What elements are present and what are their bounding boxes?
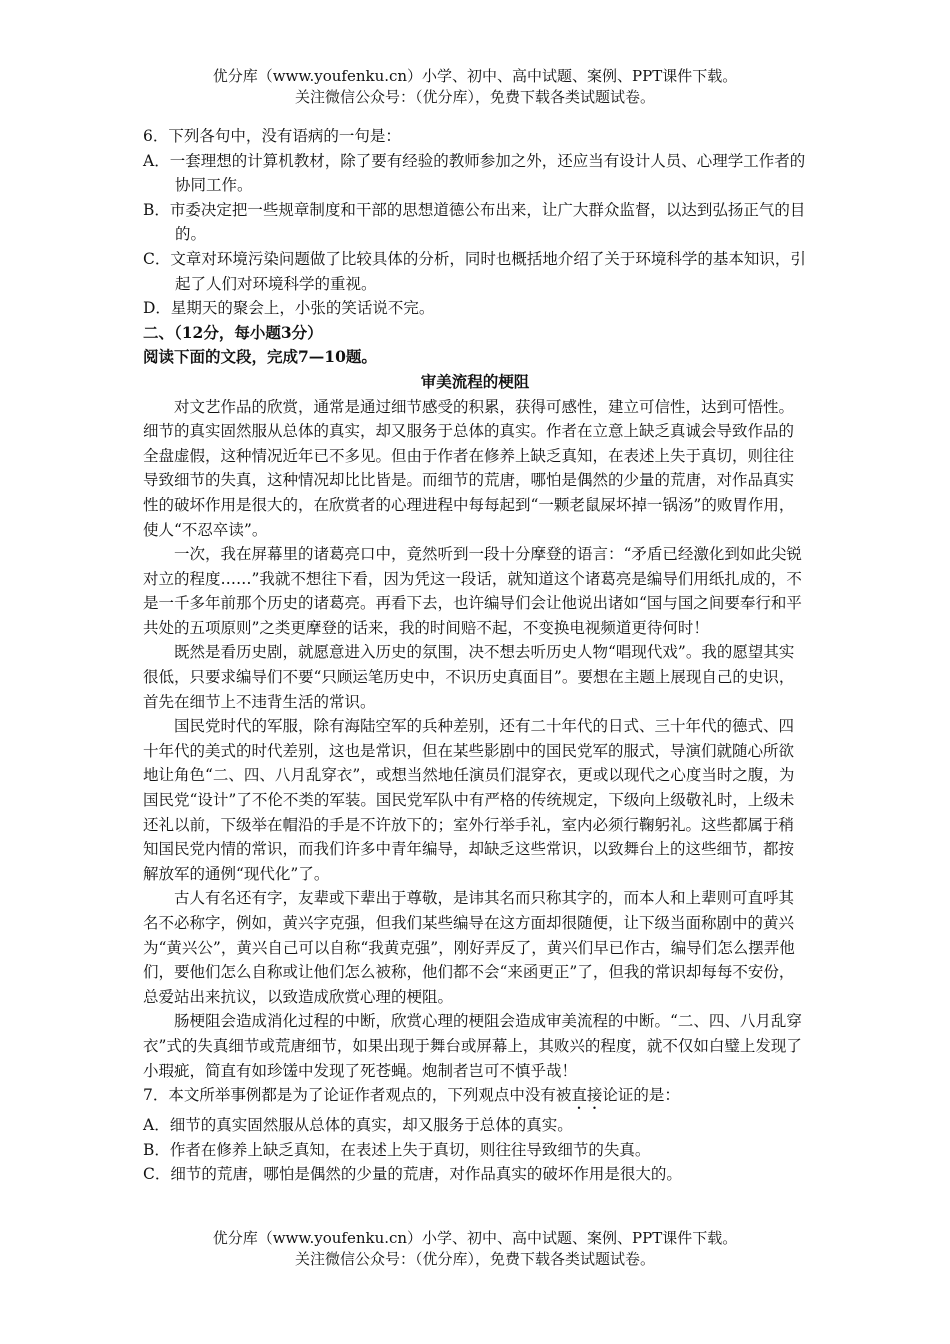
article-paragraph: 古人有名还有字，友辈或下辈出于尊敬，是讳其名而只称其字的，而本人和上辈则可直呼其名不必称字，例如，黄兴字克强，但我们某些编导在这方面却很随便，让下级当面称剧中的黄兴为“黄兴公”，黄兴自己可以自称“我黄克强”，刚好弄反了，黄兴们早已作古，编导们怎么摆弄他们，要他们怎么自称或让他们怎么被称，他们都不会“来函更正”了，但我的常识却每每不安份，总爱站出来抗议，以致造成欣赏心理的梗阻。 bbox=[143, 889, 795, 1006]
article bbox=[143, 370, 807, 1083]
article-paragraph: 国民党时代的军服，除有海陆空军的兵种差别，还有二十年代的日式、三十年代的德式、四十年代的美式的时代差别，这也是常识，但在某些影剧中的国民党军的服式，导演们就随心所欲地让角色“二、四、八月乱穿衣”，或想当然地任演员们混穿衣，更或以现代之心度当时之腹，为国民党“设计”了不伦不类的军装。国民党军队中有严格的传统规定，下级向上级敬礼时，上级未还礼以前，下级举在帽沿的手是不许放下的；室外行举手礼，室内必须行鞠躬礼。这些都属于稍知国民党内情的常识，而我们许多中青年编导，却缺乏这些常识，以致舞台上的这些细节，都按解放军的通例“现代化”了。 bbox=[143, 717, 795, 883]
question-6-option-b: B．市委决定把一些规章制度和干部的思想道德公布出来，让广大群众监督，以达到弘扬正气的目的。 bbox=[143, 200, 806, 244]
footer-line-1: 优分库（www.youfenku.cn）小学、初中、高中试题、案例、PPT课件下载。 bbox=[212, 1229, 738, 1247]
section-2-instruction: 阅读下面的文段，完成7—10题。 bbox=[143, 347, 377, 367]
question-6-stem: 6．下列各句中，没有语病的一句是： bbox=[143, 127, 401, 145]
article-paragraph: 肠梗阻会造成消化过程的中断，欣赏心理的梗阻会造成审美流程的中断。“二、四、八月乱穿衣”式的失真细节或荒唐细节，如果出现于舞台或屏幕上，其败兴的程度，就不仅如白璧上发现了小瑕疵，简直有如珍馐中发现了死苍蝇。炮制者岂可不慎乎哉！ bbox=[143, 1012, 802, 1080]
question-7-option-a: A．细节的真实固然服从总体的真实，却又服务于总体的真实。 bbox=[143, 1116, 573, 1135]
question-7-stem-after: 论证的是： bbox=[602, 1086, 680, 1105]
question-7 bbox=[143, 1083, 807, 1187]
question-7-option-b: B．作者在修养上缺乏真知，在表述上失于真切，则往往导致细节的失真。 bbox=[143, 1140, 651, 1159]
article-paragraph: 对文艺作品的欣赏，通常是通过细节感受的积累，获得可感性，建立可信性，达到可悟性。细节的真实固然服从总体的真实，却又服务于总体的真实。作者在立意上缺乏真诚会导致作品的全盘虚假，这种情况近年已不多见。但由于作者在修养上缺乏真知，在表述上失于真切，则往往导致细节的失真，这种情况却比比皆是。而细节的荒唐，哪怕是偶然的少量的荒唐，对作品真实性的破坏作用是很大的，在欣赏者的心理进程中每每起到“一颗老鼠屎坏掉一锅汤”的败胃作用，使人“不忍卒读”。 bbox=[143, 397, 795, 539]
section-2-heading: 二、（12分，每小题3分） bbox=[143, 322, 323, 342]
question-6-option-c: C．文章对环境污染问题做了比较具体的分析，同时也概括地介绍了关于环境科学的基本知识，引起了人们对环境科学的重视。 bbox=[143, 249, 806, 293]
page-header bbox=[0, 66, 950, 108]
question-6-option-a: A．一套理想的计算机教材，除了要有经验的教师参加之外，还应当有设计人员、心理学工作者的协同工作。 bbox=[143, 151, 806, 195]
footer-line-2: 关注微信公众号：（优分库），免费下载各类试题试卷。 bbox=[294, 1250, 655, 1268]
question-6-option-d: D．星期天的聚会上，小张的笑话说不完。 bbox=[143, 299, 435, 318]
question-7-stem-before: 7．本文所举事例都是为了论证作者观点的，下列观点中没有被 bbox=[143, 1086, 572, 1105]
question-7-option-c: C．细节的荒唐，哪怕是偶然的少量的荒唐，对作品真实的破坏作用是很大的。 bbox=[143, 1165, 682, 1184]
page-footer bbox=[0, 1228, 950, 1270]
header-line-1: 优分库（www.youfenku.cn）小学、初中、高中试题、案例、PPT课件下载。 bbox=[212, 67, 738, 85]
article-paragraph: 一次，我在屏幕里的诸葛亮口中，竟然听到一段十分摩登的语言：“矛盾已经激化到如此尖锐对立的程度……”我就不想往下看，因为凭这一段话，就知道这个诸葛亮是编导们用纸扎成的，不是一千多年前那个历史的诸葛亮。再看下去，也许编导们会让他说出诸如“国与国之间要奉行和平共处的五项原则”之类更摩登的话来，我的时间赔不起，不变换电视频道更待何时！ bbox=[143, 545, 802, 637]
document-body bbox=[143, 124, 807, 1187]
header-line-2: 关注微信公众号：（优分库），免费下载各类试题试卷。 bbox=[294, 88, 655, 106]
article-title: 审美流程的梗阻 bbox=[420, 371, 530, 391]
article-paragraph: 既然是看历史剧，就愿意进入历史的氛围，决不想去听历史人物“唱现代戏”。我的愿望其实很低，只要求编导们不要“只顾运笔历史中，不识历史真面目”。要想在主题上展现自己的史识，首先在细节上不违背生活的常识。 bbox=[143, 643, 795, 711]
question-6 bbox=[143, 124, 807, 321]
question-7-stem bbox=[143, 1083, 807, 1113]
question-7-emphasis: 直接 bbox=[571, 1086, 603, 1105]
